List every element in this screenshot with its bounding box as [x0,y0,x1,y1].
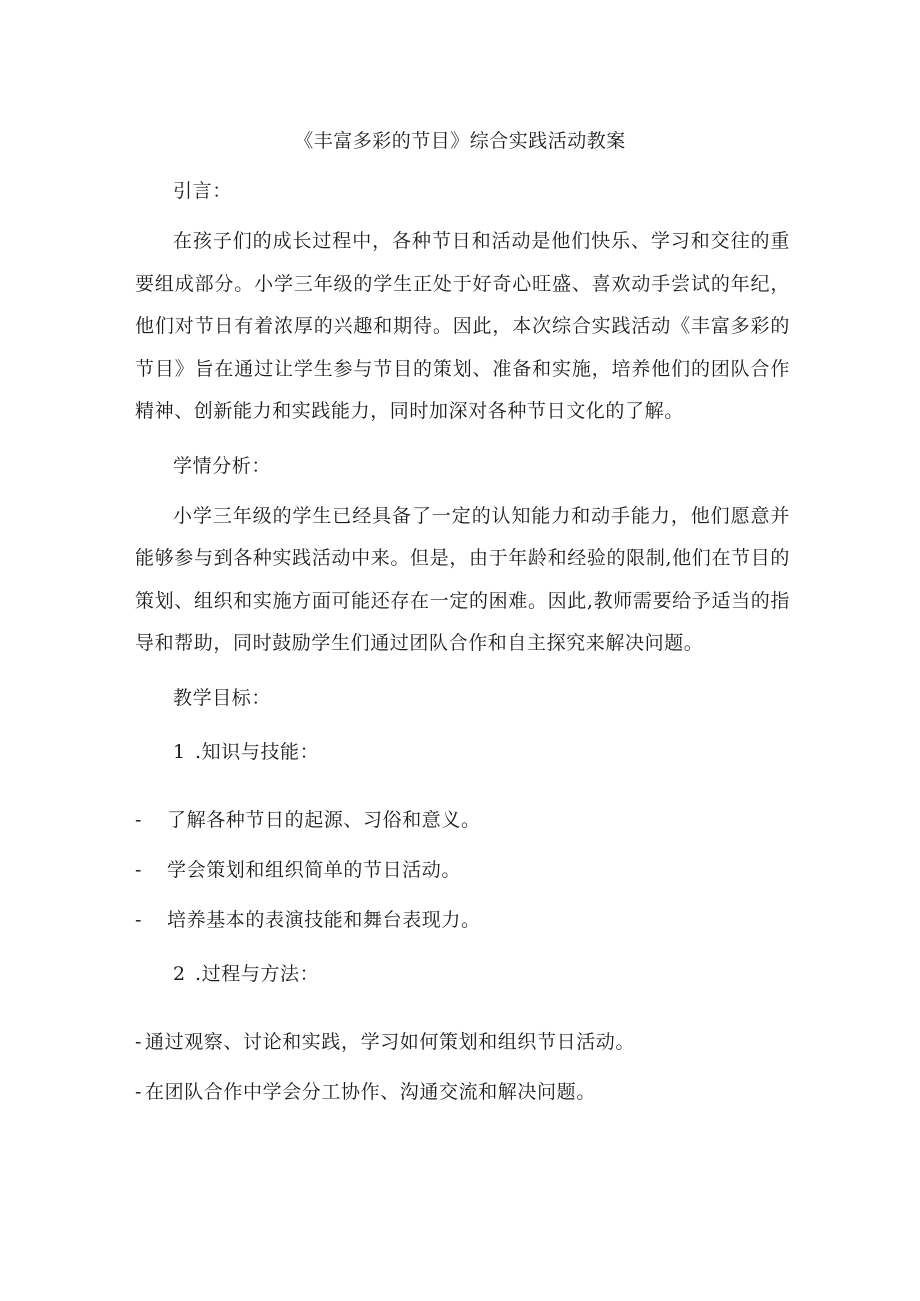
goal-2-heading [135,953,790,995]
goal-2-number: 2 [173,962,186,985]
goal-1-heading [135,731,790,773]
goal-1-label: .知识与技能： [195,740,320,763]
dash-bullet: - [135,1030,143,1053]
dash-bullet: - [135,808,143,831]
dash-bullet: - [135,1080,143,1103]
document-title: 《丰富多彩的节目》综合实践活动教案 [294,130,626,152]
goal-1-item [135,845,790,895]
goal-2-label: .过程与方法： [195,962,320,985]
goal-1-item-text: 学会策划和组织简单的节日活动。 [167,858,462,881]
goal-1-item [135,895,790,945]
goal-1-item [135,795,790,845]
goal-2-item [95,1067,790,1117]
intro-paragraph: 在孩子们的成长过程中，各种节日和活动是他们快乐、学习和交往的重要组成部分。小学三年级的学生正处于好奇心旺盛、喜欢动手尝试的年纪，他们对节日有着浓厚的兴趣和期待。因此，本次综合实践活动《丰富多彩的节目》旨在通过让学生参与节目的策划、准备和实施，培养他们的团队合作精神、创新能力和实践能力，同时加深对各种节日文化的了解。 [135,230,790,422]
dash-bullet: - [135,858,143,881]
goal-2-item-text: 通过观察、讨论和实践，学习如何策划和组织节日活动。 [145,1030,636,1053]
goal-1-item-text: 了解各种节日的起源、习俗和意义。 [167,808,481,831]
intro-heading: 引言： [173,180,232,202]
analysis-paragraph: 小学三年级的学生已经具备了一定的认知能力和动手能力，他们愿意并能够参与到各种实践活动中来。但是，由于年龄和经验的限制,他们在节目的策划、组织和实施方面可能还存在一定的困难。因此,教师需要给予适当的指导和帮助，同时鼓励学生们通过团队合作和自主探究来解决问题。 [135,504,790,654]
goal-2-item [95,1017,790,1067]
goals-heading: 教学目标： [173,686,272,709]
dash-bullet: - [135,908,143,931]
analysis-heading: 学情分析： [173,454,272,477]
document-body [135,170,790,1117]
goal-1-item-text: 培养基本的表演技能和舞台表现力。 [167,908,481,931]
goal-1-number: 1 [173,740,186,763]
goal-2-item-text: 在团队合作中学会分工协作、沟通交流和解决问题。 [145,1080,596,1103]
